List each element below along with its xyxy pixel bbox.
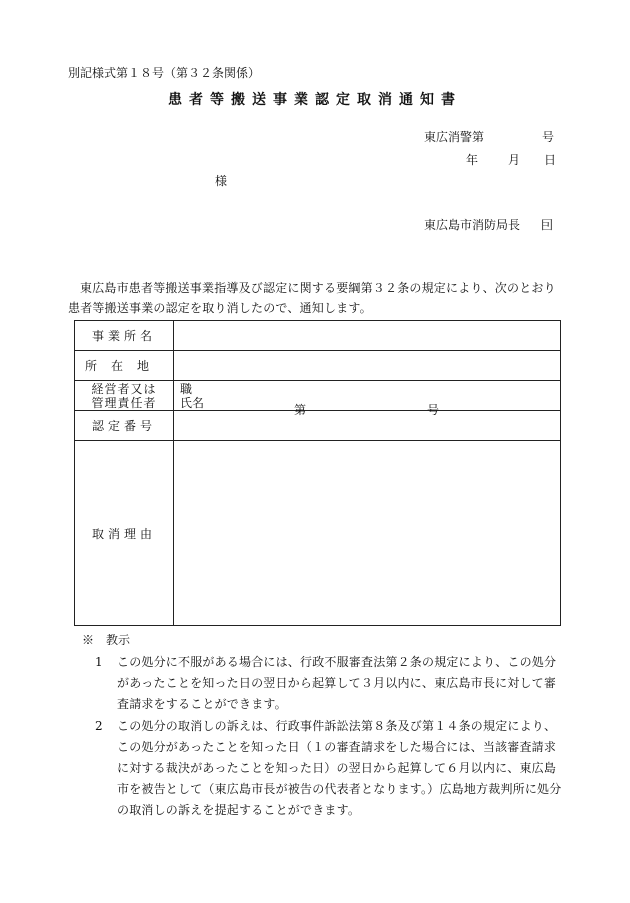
seal-mark: 囙 bbox=[541, 218, 554, 232]
table-row bbox=[75, 351, 561, 381]
notice-item-number: 1 bbox=[95, 655, 103, 669]
manager-label-line2: 管理責任者 bbox=[91, 395, 157, 410]
table-row bbox=[75, 411, 561, 441]
address-value bbox=[174, 351, 561, 381]
cert-number-label: 認定番号 bbox=[75, 411, 174, 441]
date-month: 月 bbox=[508, 153, 521, 167]
notice-item-text: この処分の取消しの訴えは、行政事件訴訟法第８条及び第１４条の規定により、この処分があったことを知った日（１の審査請求をした場合には、当該審査請求に対する裁決があったことを知った日）の翌日から起算して６月以内に、東広島市を被告として（東広島市長が被告の代表者となります。）広島地方裁判所に処分の取消しの訴えを提起することができます。 bbox=[117, 719, 562, 817]
document-title: 患者等搬送事業認定取消通知書 bbox=[168, 92, 462, 108]
address-label: 所在地 bbox=[75, 351, 174, 381]
addressee-honorific: 様 bbox=[215, 174, 228, 188]
manager-value bbox=[174, 381, 561, 411]
issuing-number bbox=[424, 128, 555, 145]
manager-label-line1: 経営者又は bbox=[91, 381, 157, 396]
office-name-label: 事業所名 bbox=[75, 321, 174, 351]
cert-number-value bbox=[174, 403, 561, 441]
issuer-name: 東広島市消防局長 bbox=[424, 218, 521, 232]
issuing-number-prefix: 東広消警第 bbox=[424, 130, 485, 144]
cert-number-prefix: 第 bbox=[294, 403, 307, 417]
notice-item bbox=[95, 652, 565, 715]
table-row bbox=[75, 381, 561, 411]
table-row bbox=[75, 321, 561, 351]
manager-title-prefix: 職 bbox=[180, 381, 193, 396]
office-name-value bbox=[174, 321, 561, 351]
notice-heading: ※ 教示 bbox=[82, 633, 131, 647]
notification-table bbox=[74, 320, 561, 626]
manager-label bbox=[75, 381, 174, 411]
notification-body: 東広島市患者等搬送事業指導及び認定に関する要綱第３２条の規定により、次のとおり患者等搬送事業の認定を取り消したので、通知します。 bbox=[68, 281, 556, 315]
form-number: 別記様式第１８号（第３２条関係） bbox=[68, 66, 261, 80]
table-row bbox=[75, 441, 561, 626]
date-day: 日 bbox=[544, 153, 557, 167]
manager-name-prefix: 氏名 bbox=[180, 395, 205, 410]
notice-item-number: 2 bbox=[95, 719, 103, 733]
issuing-number-suffix: 号 bbox=[542, 130, 555, 144]
cert-number-suffix: 号 bbox=[427, 403, 440, 417]
date-year: 年 bbox=[466, 153, 479, 167]
notice-item-text: この処分に不服がある場合には、行政不服審査法第２条の規定により、この処分があったことを知った日の翌日から起算して３月以内に、東広島市長に対して審査請求をすることができます。 bbox=[117, 655, 557, 711]
reason-label: 取消理由 bbox=[75, 441, 174, 626]
notice-item bbox=[95, 716, 565, 821]
reason-value bbox=[174, 441, 561, 626]
